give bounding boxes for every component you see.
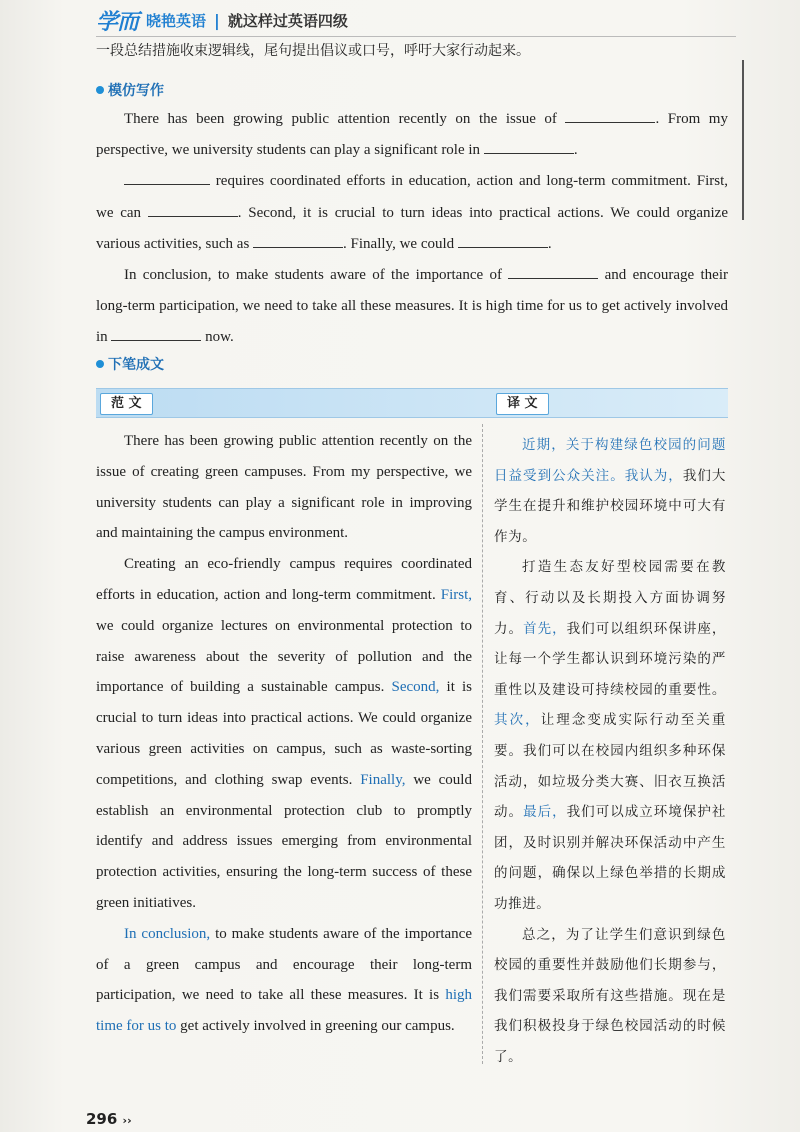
blank-field[interactable] — [565, 108, 655, 123]
page-header — [96, 6, 348, 34]
section-writing-label: 下笔成文 — [108, 357, 164, 373]
chevron-right-icon: ›› — [122, 1114, 132, 1127]
intro-text: 一段总结措施收束逻辑线，尾句提出倡议或口号，呼吁大家行动起来。 — [96, 43, 530, 59]
chinese-translation — [494, 430, 726, 1072]
publisher-logo: 学而 — [96, 9, 139, 35]
blank-field[interactable] — [508, 264, 598, 279]
bullet-icon — [96, 86, 104, 94]
model-essay — [96, 426, 472, 1042]
tab-translation: 译 文 — [496, 393, 549, 415]
essay-paragraph-3: In conclusion, to make students aware of the importance of a green campus and encourage their long-term participation, we need to take all these measures. It is high time for us to get actively involved in greening our campus. — [96, 925, 472, 1035]
template-paragraph-2: requires coordinated efforts in education, action and long-term commitment. First, we can . Second, it is crucial to turn ideas into practical actions. We could organize various activities, such as . Finally, we could . — [96, 166, 728, 260]
blank-field[interactable] — [253, 233, 343, 248]
section-writing — [96, 354, 164, 374]
translation-paragraph-1: 近期，关于构建绿色校园的问题日益受到公众关注。我认为，我们大学生在提升和维护校园环境中可大有作为。 — [494, 437, 726, 545]
template-paragraph-1: There has been growing public attention recently on the issue of . From my perspective, we university students can play a significant role in . — [96, 104, 728, 166]
essay-paragraph-2: Creating an eco-friendly campus requires coordinated efforts in education, action and long-term commitment. First, we could organize lectures on environmental protection to raise awareness about the severity of pollution and the importance of building a sustainable campus. Second, it is crucial to turn ideas into practical actions. We could organize various green activities on campus, such as waste-sorting competitions, and clothing swap events. Finally, we could establish an environmental protection club to promptly identify and address issues emerging from environmental protection activities, ensuring the long-term success of these green initiatives. — [96, 556, 472, 911]
connector-first: First, — [440, 586, 472, 603]
template-paragraph-3: In conclusion, to make students aware of the importance of and encourage their long-term participation, we need to take all these measures. It is high time for us to get actively involved in now. — [96, 260, 728, 354]
column-header-bar — [96, 388, 728, 418]
series-title: 就这样过英语四级 — [227, 11, 348, 30]
connector-in-conclusion: In conclusion, — [124, 925, 211, 942]
section-imitation-label: 模仿写作 — [108, 83, 164, 99]
tab-model-essay: 范 文 — [100, 393, 153, 415]
blank-field[interactable] — [148, 202, 238, 217]
bullet-icon — [96, 360, 104, 368]
phrase-high-time: high time for us to — [96, 987, 472, 1035]
header-separator: | — [214, 10, 220, 30]
connector-finally: Finally, — [360, 771, 406, 788]
template-passage — [96, 104, 728, 354]
translation-paragraph-2: 打造生态友好型校园需要在教育、行动以及长期投入方面协调努力。首先，我们可以组织环保讲座，让每一个学生都认识到环境污染的严重性以及建设可持续校园的重要性。其次，让理念变成实际行动至关重要。我们可以在校园内组织多种环保活动，如垃圾分类大赛、旧衣互换活动。最后，我们可以成立环境保护社团，及时识别并解决环保活动中产生的问题，确保以上绿色举措的长期成功推进。 — [494, 559, 726, 912]
page-edge-mark — [742, 60, 744, 220]
blank-field[interactable] — [111, 326, 201, 341]
blank-field[interactable] — [484, 139, 574, 154]
header-rule — [96, 36, 736, 37]
essay-paragraph-1: There has been growing public attention recently on the issue of creating green campuses. From my perspective, we university students can play a significant role in improving and maintaining the campus environment. — [96, 433, 472, 542]
connector-second: Second, — [391, 679, 440, 696]
brand-name: 晓艳英语 — [146, 11, 207, 30]
translation-paragraph-3: 总之，为了让学生们意识到绿色校园的重要性并鼓励他们长期参与，我们需要采取所有这些措施。现在是我们积极投身于绿色校园活动的时候了。 — [494, 926, 726, 1065]
section-imitation — [96, 80, 164, 100]
column-divider — [482, 424, 483, 1064]
blank-field[interactable] — [458, 233, 548, 248]
blank-field[interactable] — [124, 170, 210, 185]
page-number: 296 — [86, 1110, 118, 1128]
page-footer — [86, 1110, 132, 1128]
